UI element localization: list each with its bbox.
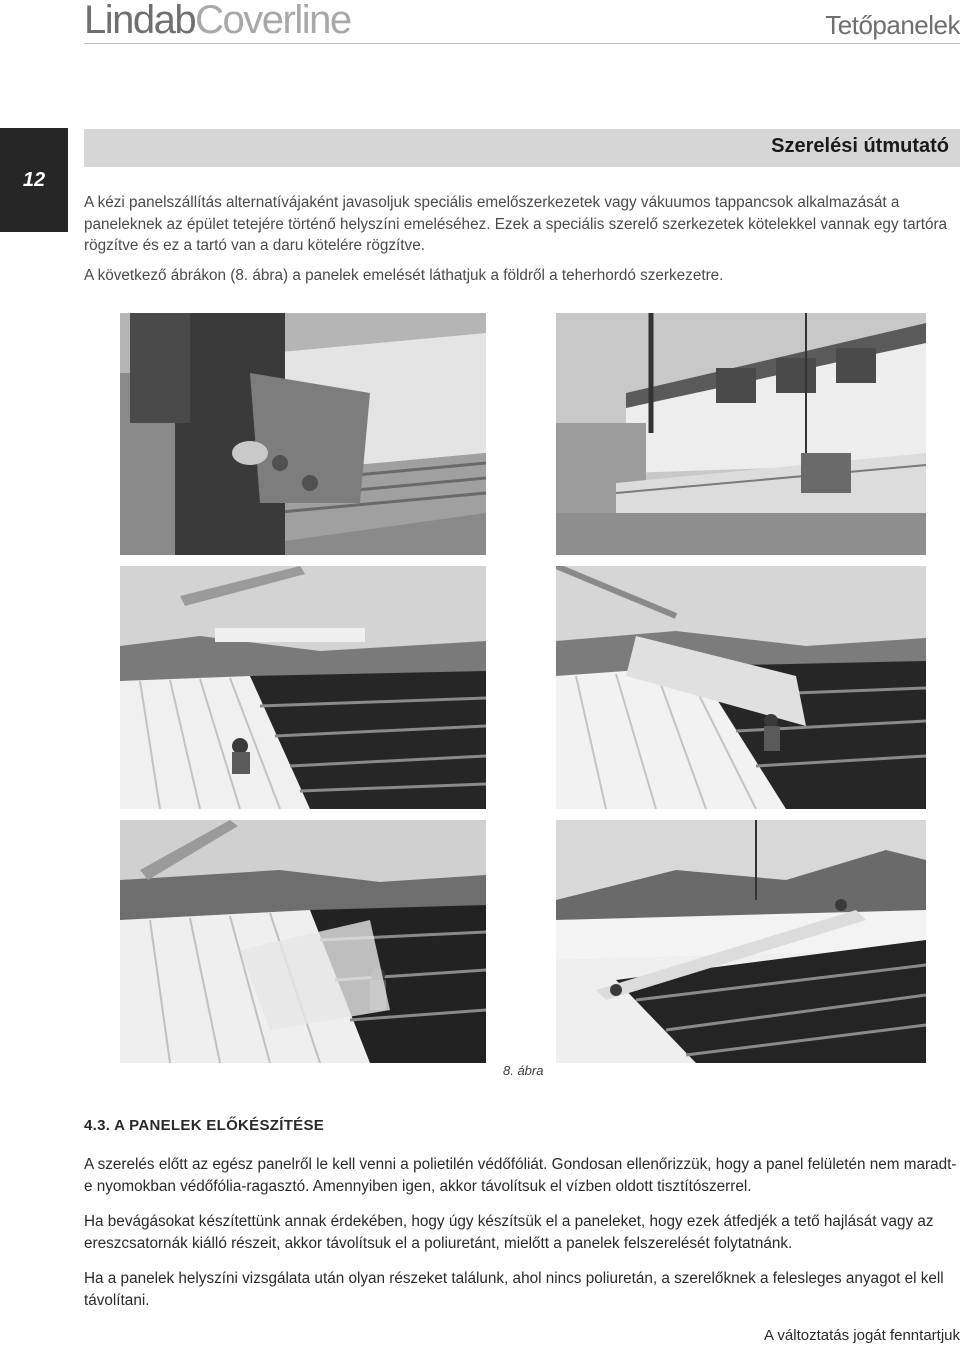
- page-number: 12: [0, 128, 68, 232]
- section-heading: Szerelési útmutató: [771, 135, 949, 157]
- body-paragraph: Ha a panelek helyszíni vizsgálata után olyan részeket találunk, ahol nincs poliuretán, a szerelőknek a felesleges anyagot el kell távolítani.: [84, 1270, 944, 1309]
- photo-roof-installation-4: [556, 820, 926, 1063]
- photo-roof-installation-1: [120, 566, 486, 809]
- intro-paragraph: A kézi panelszállítás alternatívájaként javasoljuk speciális emelőszerkezetek vagy vákuumos tappancsok alkalmazását a paneleknek az épület tetejére történő helyszíni emeléséhez. Ezek a speciális szerelő szerkezetek kötelekkel vannak egy tartóra rögzítve és ez a tartó van a daru kötelére rögzítve.: [84, 194, 948, 254]
- brand-name-part2: Coverline: [195, 0, 351, 42]
- header-section-title: Tetőpanelek: [825, 10, 960, 40]
- photo-panels-lifted-by-crane: [556, 313, 926, 555]
- photo-roof-installation-3: [120, 820, 486, 1063]
- section-bar: [84, 129, 960, 167]
- brand-name-part1: Lindab: [84, 0, 196, 42]
- photo-roof-installation-2: [556, 566, 926, 809]
- subsection-heading: 4.3. A PANELEK ELŐKÉSZÍTÉSE: [84, 1117, 325, 1134]
- brand-logo: [84, 0, 351, 42]
- body-paragraph: Ha bevágásokat készítettünk annak érdekében, hogy úgy készítsük el a paneleket, hogy ezek átfedjék a tető hajlását vagy az ereszcsatornák kiálló részeit, akkor távolítsuk el a poliuretánt, mielőtt a panelek felszerelését folytatnánk.: [84, 1213, 934, 1252]
- intro-paragraph: A következő ábrákon (8. ábra) a panelek emelését láthatjuk a földről a teherhordó szerkezetre.: [84, 267, 724, 284]
- figure-caption: 8. ábra: [503, 1063, 544, 1078]
- body-paragraph: A szerelés előtt az egész panelről le kell venni a polietilén védőfóliát. Gondosan ellenőrizzük, hogy a panel felületén nem maradt-e nyomokban védőfólia-ragasztó. Amennyiben igen, akkor távolítsuk el vízben oldott tisztítószerrel.: [84, 1156, 957, 1195]
- header-divider: [84, 43, 960, 44]
- photo-clamp-attachment: [120, 313, 486, 555]
- footer-note: A változtatás jogát fenntartjuk: [764, 1327, 960, 1344]
